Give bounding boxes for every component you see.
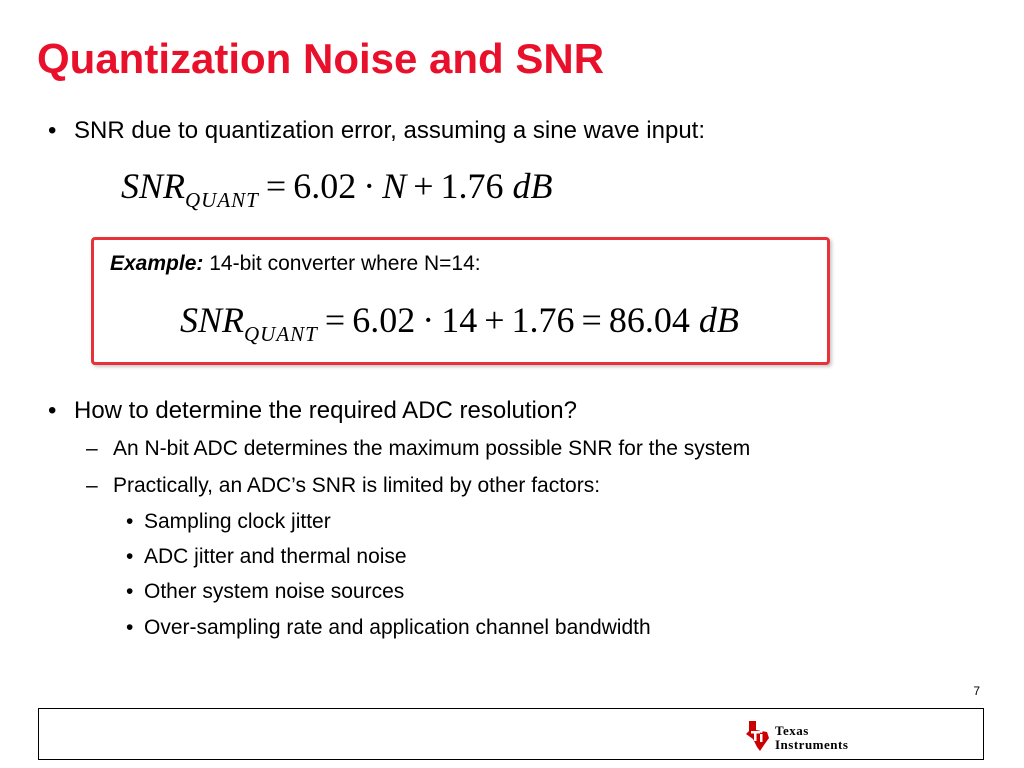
dash-marker: –	[86, 474, 98, 497]
formula-unit: dB	[512, 166, 553, 206]
bullet-adc-text: How to determine the required ADC resolution?	[74, 397, 577, 424]
example-formula-dot: ·	[422, 300, 435, 340]
bullet-adc	[48, 396, 577, 426]
factor-item	[126, 614, 651, 642]
bullet-marker: •	[48, 397, 57, 424]
ti-wordmark-line2: Instruments	[775, 737, 849, 752]
factor-item	[126, 543, 407, 571]
example-box	[91, 237, 830, 365]
slide-title: Quantization Noise and SNR	[37, 35, 605, 82]
factor-text: Over-sampling rate and application channel bandwidth	[144, 616, 651, 639]
example-formula-coefficient: 6.02	[352, 300, 416, 340]
formula-lhs: SNR	[121, 166, 186, 206]
dash-marker: –	[86, 437, 98, 460]
formula-equals: =	[265, 166, 287, 206]
example-formula-result: 86.04	[608, 300, 690, 340]
sub-bullet	[86, 435, 750, 463]
example-formula-plus: +	[484, 300, 505, 340]
formula-plus: +	[413, 166, 434, 206]
example-formula-equals: =	[324, 300, 346, 340]
example-text: 14-bit converter where N=14:	[209, 252, 481, 275]
example-formula-lhs: SNR	[180, 300, 245, 340]
example-formula	[180, 298, 739, 356]
bullet-snr	[48, 116, 705, 146]
bullet-marker: •	[126, 580, 134, 603]
example-heading	[110, 250, 481, 278]
formula-snr-quant	[121, 164, 553, 222]
factor-text: Other system noise sources	[144, 580, 405, 603]
formula-variable: N	[382, 166, 407, 206]
factor-text: ADC jitter and thermal noise	[144, 545, 407, 568]
formula-subscript: QUANT	[185, 188, 259, 212]
factor-item	[126, 578, 404, 606]
formula-coefficient: 6.02	[293, 166, 357, 206]
ti-wordmark-line1: Texas	[775, 723, 809, 738]
example-formula-equals-2: =	[581, 300, 602, 340]
example-formula-offset: 1.76	[511, 300, 575, 340]
factor-text: Sampling clock jitter	[144, 510, 331, 533]
sub-bullet	[86, 472, 600, 500]
page-number: 7	[973, 684, 980, 698]
formula-dot: ·	[363, 166, 376, 206]
sub-bullet-text: Practically, an ADC’s SNR is limited by other factors:	[113, 474, 601, 497]
example-formula-unit: dB	[698, 300, 739, 340]
factor-item	[126, 508, 331, 536]
ti-logo	[745, 720, 875, 754]
example-formula-n: 14	[441, 300, 478, 340]
bullet-snr-text: SNR due to quantization error, assuming a sine wave input:	[74, 117, 706, 144]
example-formula-subscript: QUANT	[244, 322, 318, 346]
bullet-marker: •	[126, 616, 134, 639]
example-label: Example:	[110, 252, 204, 275]
bullet-marker: •	[126, 510, 134, 533]
sub-bullet-text: An N-bit ADC determines the maximum possible SNR for the system	[113, 437, 751, 460]
bullet-marker: •	[48, 117, 57, 144]
formula-offset: 1.76	[440, 166, 504, 206]
bullet-marker: •	[126, 545, 134, 568]
ti-state-logo-icon	[745, 720, 771, 752]
